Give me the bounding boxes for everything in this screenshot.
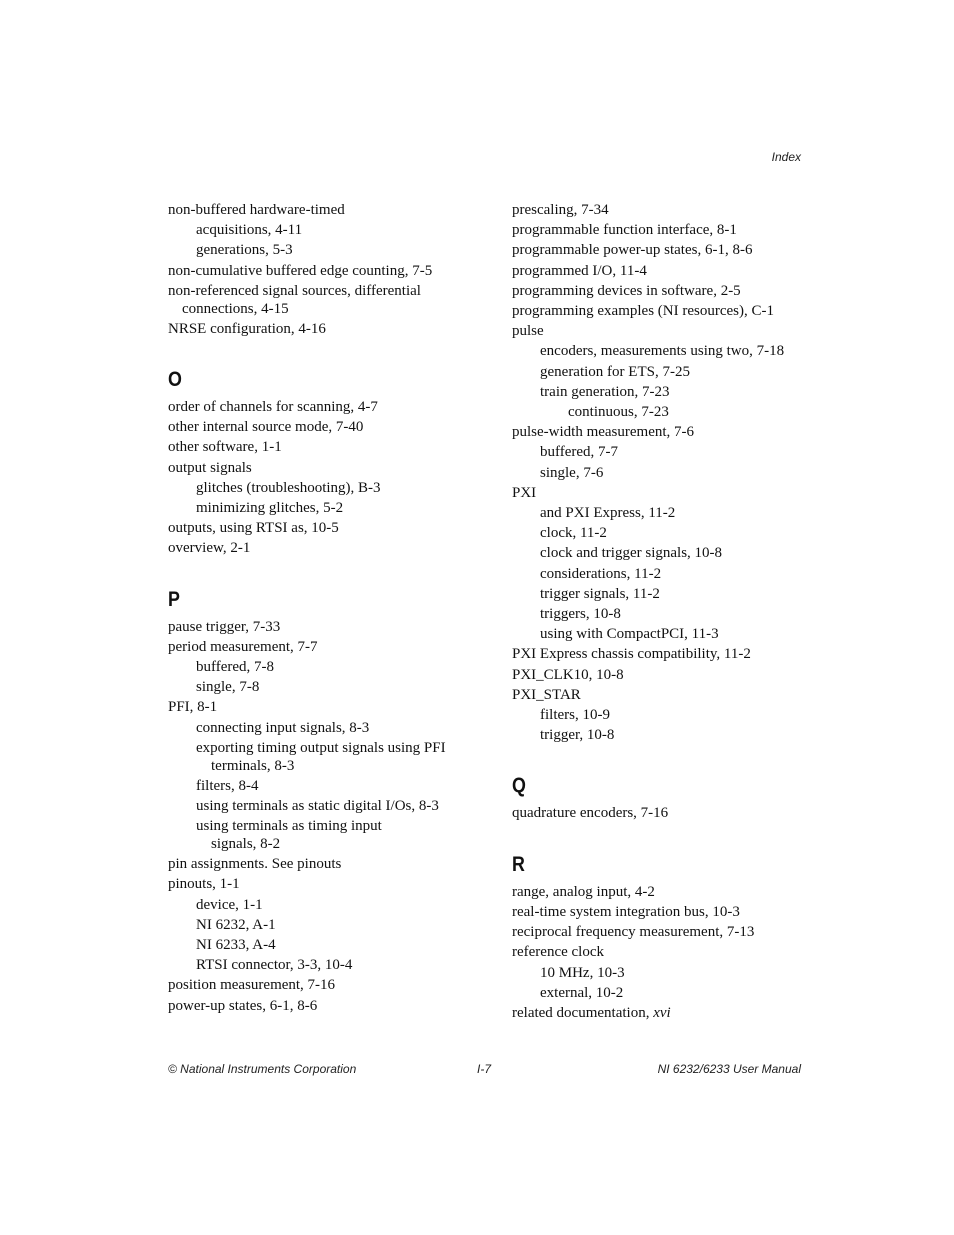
index-subentry: filters, 10-9: [540, 707, 610, 724]
index-subentry: triggers, 10-8: [540, 606, 621, 623]
index-entry: PXI_CLK10, 10-8: [512, 666, 624, 683]
index-subentry: clock and trigger signals, 10-8: [540, 545, 723, 562]
index-entry: period measurement, 7-7: [168, 638, 318, 655]
index-entry: order of channels for scanning, 4-7: [168, 399, 378, 416]
section-letter-r: R: [512, 852, 525, 876]
index-subentry: encoders, measurements using two, 7-18: [540, 343, 785, 360]
index-entry: output signals: [168, 459, 252, 476]
footer-page-number: I-7: [477, 1062, 492, 1076]
index-entry: range, analog input, 4-2: [512, 883, 655, 900]
index-entry: programmed I/O, 11-4: [512, 262, 647, 279]
index-subentry: glitches (troubleshooting), B-3: [196, 479, 381, 496]
index-entry: pin assignments. See pinouts: [168, 856, 342, 873]
index-subentry: and PXI Express, 11-2: [540, 505, 676, 522]
index-subentry: exporting timing output signals using PFI: [196, 739, 446, 756]
index-subentry: generation for ETS, 7-25: [540, 363, 690, 380]
index-entry: non-referenced signal sources, differential: [168, 282, 421, 299]
index-entry: NRSE configuration, 4-16: [168, 320, 326, 337]
index-subentry: buffered, 7-7: [540, 444, 619, 461]
index-entry: programmable function interface, 8-1: [512, 222, 737, 239]
index-entry: real-time system integration bus, 10-3: [512, 903, 740, 920]
index-subentry: external, 10-2: [540, 984, 624, 1001]
index-subentry-multiline: [168, 817, 468, 853]
index-entry: [512, 1003, 812, 1023]
index-entry: non-cumulative buffered edge counting, 7-5: [168, 262, 433, 279]
index-entry: non-buffered hardware-timed: [168, 202, 345, 218]
index-subentry: train generation, 7-23: [540, 383, 670, 400]
index-entry-continuation: signals, 8-2: [211, 836, 281, 853]
index-entry-continuation: terminals, 8-3: [211, 757, 295, 774]
index-entry: pause trigger, 7-33: [168, 618, 281, 635]
index-subentry-multiline: [168, 739, 468, 775]
index-entry: pulse-width measurement, 7-6: [512, 424, 695, 441]
index-subentry: considerations, 11-2: [540, 565, 662, 582]
index-subentry: clock, 11-2: [540, 525, 607, 542]
index-subentry: trigger, 10-8: [540, 727, 615, 744]
index-entry: programming examples (NI resources), C-1: [512, 303, 775, 320]
index-entry-continuation: connections, 4-15: [182, 300, 289, 317]
index-entry: other internal source mode, 7-40: [168, 419, 364, 436]
index-subentry: filters, 8-4: [196, 777, 259, 794]
index-entry: pinouts, 1-1: [168, 876, 240, 893]
index-subentry: using with CompactPCI, 11-3: [540, 626, 719, 643]
index-subentry: single, 7-8: [196, 679, 260, 696]
index-entry: PFI, 8-1: [168, 699, 218, 716]
index-subentry: single, 7-6: [540, 464, 604, 481]
index-subentry: connecting input signals, 8-3: [196, 719, 370, 736]
index-subentry: generations, 5-3: [196, 242, 293, 259]
index-entry-text: related documentation,: [512, 1004, 654, 1021]
index-entry: outputs, using RTSI as, 10-5: [168, 520, 339, 537]
index-entry: pulse: [512, 323, 544, 340]
index-entry: other software, 1-1: [168, 439, 282, 456]
index-subentry: acquisitions, 4-11: [196, 222, 303, 239]
footer-copyright: © National Instruments Corporation: [168, 1062, 357, 1076]
index-subsubentry: continuous, 7-23: [568, 404, 669, 421]
index-column-right: [512, 200, 812, 1023]
index-entry: position measurement, 7-16: [168, 977, 336, 994]
section-letter-p: P: [168, 587, 180, 611]
index-subentry: using terminals as timing input: [196, 818, 382, 835]
running-header: Index: [771, 150, 801, 164]
footer-manual-title: NI 6232/6233 User Manual: [657, 1062, 801, 1076]
index-subentry: using terminals as static digital I/Os, 8-3: [196, 798, 439, 815]
index-entry: power-up states, 6-1, 8-6: [168, 997, 318, 1014]
index-subentry: device, 1-1: [196, 896, 263, 913]
index-entry: PXI_STAR: [512, 686, 581, 703]
section-letter-q: Q: [512, 774, 526, 798]
index-entry: PXI Express chassis compatibility, 11-2: [512, 646, 751, 663]
index-entry-multiline: [168, 282, 468, 318]
index-entry: reference clock: [512, 944, 605, 961]
index-entry: reciprocal frequency measurement, 7-13: [512, 924, 755, 941]
index-subentry: NI 6232, A-1: [196, 916, 276, 933]
index-subentry: 10 MHz, 10-3: [540, 964, 625, 981]
index-subentry: trigger signals, 11-2: [540, 585, 660, 602]
index-entry: PXI: [512, 484, 537, 501]
index-subentry: minimizing glitches, 5-2: [196, 500, 344, 517]
index-entry: prescaling, 7-34: [512, 202, 609, 218]
index-entry: quadrature encoders, 7-16: [512, 805, 669, 822]
index-subentry: RTSI connector, 3-3, 10-4: [196, 957, 353, 974]
index-entry-page-italic: xvi: [653, 1004, 671, 1021]
index-entry: programming devices in software, 2-5: [512, 282, 741, 299]
index-column-left: [168, 200, 468, 1016]
index-entry: overview, 2-1: [168, 540, 251, 557]
index-subentry: buffered, 7-8: [196, 659, 275, 676]
section-letter-o: O: [168, 368, 182, 392]
index-entry: programmable power-up states, 6-1, 8-6: [512, 242, 753, 259]
index-subentry: NI 6233, A-4: [196, 937, 276, 954]
